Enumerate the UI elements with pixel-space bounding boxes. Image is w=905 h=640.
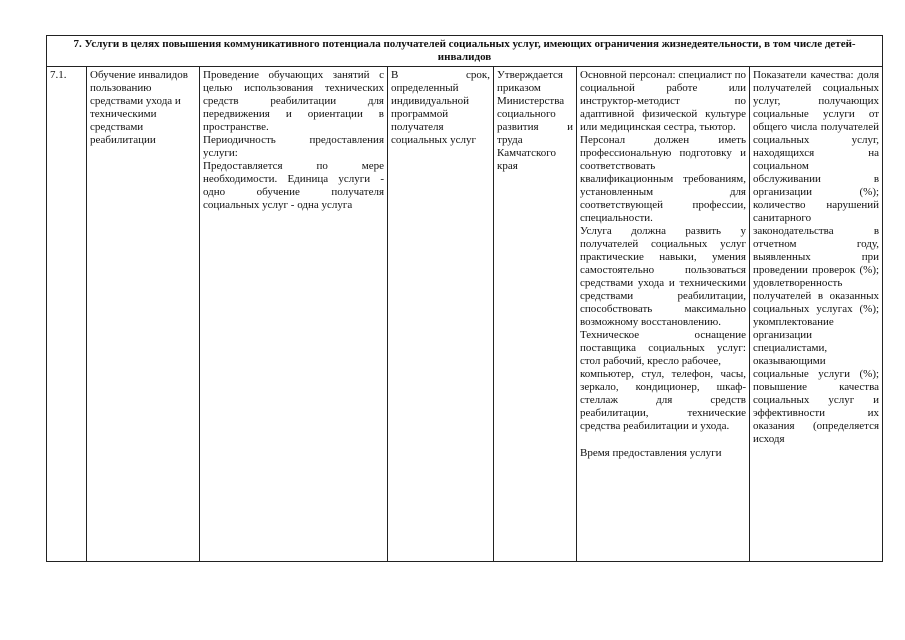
service-approval: Утверждается приказом Министерства социального развития и труда Камчатского края <box>494 67 577 562</box>
service-description: Проведение обучающих занятий с целью использования технических средств реабилитации для передвижения и ориентации в пространстве. <box>203 69 384 133</box>
quality-indicators: Показатели качества: доля получателей социальных услуг, получающих социальные услуги от общего числа получателей социальных услуг, находящихся на социальном обслуживании в организации (%); количество нарушений санитарного законодательства в отчетном году, выявленных при проведении проверок (%); удовлетворенность получателей в оказанных социальных услугах (%); укомплектование организации специалистами, оказывающими социальные услуги (%); повышение качества социальных услуг и эффективности их оказания (определяется исходя <box>750 67 883 562</box>
conditions-paragraph: Персонал должен иметь профессиональную подготовку и соответствовать квалификационным требованиям, установленным для соответствующей профессии, специальности. <box>580 134 746 224</box>
periodicity-label: Периодичность предоставления услуги: <box>203 134 384 159</box>
periodicity-text: Предоставляется по мере необходимости. Единица услуги - одно обучение получателя социальных услуг - одна услуга <box>203 160 384 211</box>
service-name: Обучение инвалидов пользованию средствами ухода и техническими средствами реабилитации <box>87 67 200 562</box>
services-table <box>46 35 883 562</box>
paragraph-gap <box>580 433 746 447</box>
conditions-paragraph: Услуга должна развить у получателей социальных услуг практические навыки, умения самостоятельно пользоваться средствами ухода и техническими средствами реабилитации, способствовать максимально возможному восстановлению. <box>580 225 746 328</box>
table-row <box>47 67 883 562</box>
service-deadline: В срок, определенный индивидуальной программой получателя социальных услуг <box>388 67 494 562</box>
conditions-paragraph: Основной персонал: специалист по социальной работе или инструктор-методист по адаптивной физической культуре или медицинская сестра, тьютор. <box>580 69 746 133</box>
section-title: 7. Услуги в целях повышения коммуникативного потенциала получателей социальных услуг, имеющих ограничения жизнедеятельности, в том числе детей-инвалидов <box>47 36 883 67</box>
conditions-tail: Время предоставления услуги <box>580 447 722 459</box>
service-description-cell <box>200 67 388 562</box>
row-number: 7.1. <box>47 67 87 562</box>
conditions-paragraph: компьютер, стул, телефон, часы, зеркало, кондиционер, шкаф-стеллаж для средств реабилитации, технические средства реабилитации и ухода. <box>580 368 746 432</box>
conditions-paragraph: Техническое оснащение поставщика социальных услуг: стол рабочий, кресло рабочее, <box>580 329 746 367</box>
section-header-row <box>47 36 883 67</box>
service-conditions-cell <box>577 67 750 562</box>
